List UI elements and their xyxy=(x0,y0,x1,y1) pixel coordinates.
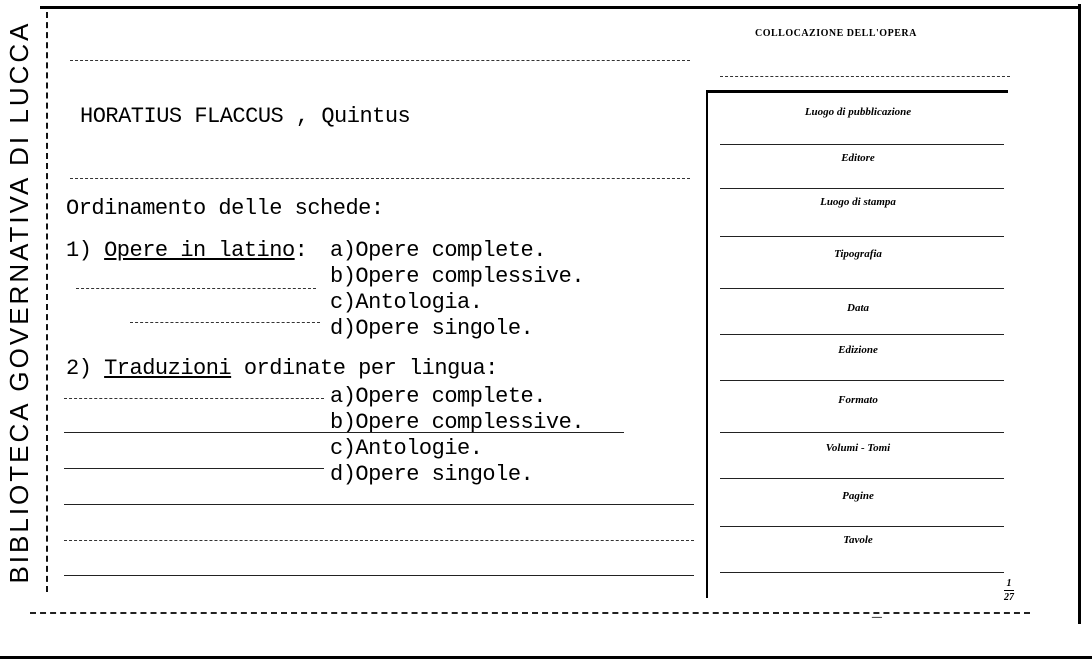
field-publisher: Editore xyxy=(841,152,875,164)
text-rule xyxy=(76,288,316,289)
field-printer: Tipografia xyxy=(834,248,882,260)
section-1-item: a)Opere complete. xyxy=(330,238,546,263)
text-rule xyxy=(64,540,694,541)
section-2-item: b)Opere complessive. xyxy=(330,410,585,435)
panel-rule xyxy=(720,236,1004,237)
author-heading: HORATIUS FLACCUS , Quintus xyxy=(80,104,411,129)
text-rule xyxy=(64,504,694,505)
panel-rule xyxy=(720,188,1004,189)
location-heading: COLLOCAZIONE DELL'OPERA xyxy=(755,28,917,39)
section-1-heading xyxy=(66,238,307,263)
text-rule xyxy=(64,432,624,433)
panel-rule xyxy=(720,144,1004,145)
card-number-top: 1 xyxy=(1006,578,1012,589)
section-1-separator: : xyxy=(294,238,308,263)
sort-order-intro: Ordinamento delle schede: xyxy=(66,196,384,221)
section-1-number: 1) xyxy=(66,238,92,263)
panel-rule xyxy=(720,526,1004,527)
section-1-item: d)Opere singole. xyxy=(330,316,534,341)
text-rule xyxy=(70,60,690,61)
section-1-item: c)Antologia. xyxy=(330,290,483,315)
card-number xyxy=(1004,578,1014,603)
section-2-number: 2) xyxy=(66,356,92,381)
text-rule xyxy=(70,178,690,179)
card-left-margin-line xyxy=(46,12,48,592)
field-place-of-printing: Luogo di stampa xyxy=(820,196,896,208)
section-2-title: Traduzioni xyxy=(104,356,232,381)
field-format: Formato xyxy=(838,394,878,406)
text-rule xyxy=(64,398,324,399)
section-1-title: Opere in latino xyxy=(104,238,295,263)
section-2-item: d)Opere singole. xyxy=(330,462,534,487)
section-2-rest: ordinate per lingua: xyxy=(243,356,498,381)
panel-rule xyxy=(720,76,1010,77)
card-number-bottom: 27 xyxy=(1004,592,1014,603)
panel-rule xyxy=(720,478,1004,479)
footer-mark: — xyxy=(872,612,882,623)
panel-rule xyxy=(720,432,1004,433)
section-2-item: c)Antologie. xyxy=(330,436,483,461)
panel-rule xyxy=(720,334,1004,335)
text-rule xyxy=(64,575,694,576)
library-name: BIBLIOTECA GOVERNATIVA DI LUCCA xyxy=(4,20,34,584)
text-rule xyxy=(64,468,324,469)
panel-rule xyxy=(720,380,1004,381)
section-1-item: b)Opere complessive. xyxy=(330,264,585,289)
card-top-edge xyxy=(40,6,1080,9)
field-edition: Edizione xyxy=(838,344,878,356)
text-rule xyxy=(130,322,320,323)
field-date: Data xyxy=(847,302,869,314)
field-volumes: Volumi - Tomi xyxy=(825,442,891,454)
panel-rule xyxy=(720,572,1004,573)
card-bottom-edge xyxy=(0,656,1092,659)
field-pages: Pagine xyxy=(842,490,874,502)
section-2-heading xyxy=(66,356,498,381)
field-plates: Tavole xyxy=(843,534,873,546)
field-place-of-publication: Luogo di pubblicazione xyxy=(804,106,912,118)
panel-rule xyxy=(720,288,1004,289)
section-2-item: a)Opere complete. xyxy=(330,384,546,409)
card-right-edge xyxy=(1078,4,1081,624)
